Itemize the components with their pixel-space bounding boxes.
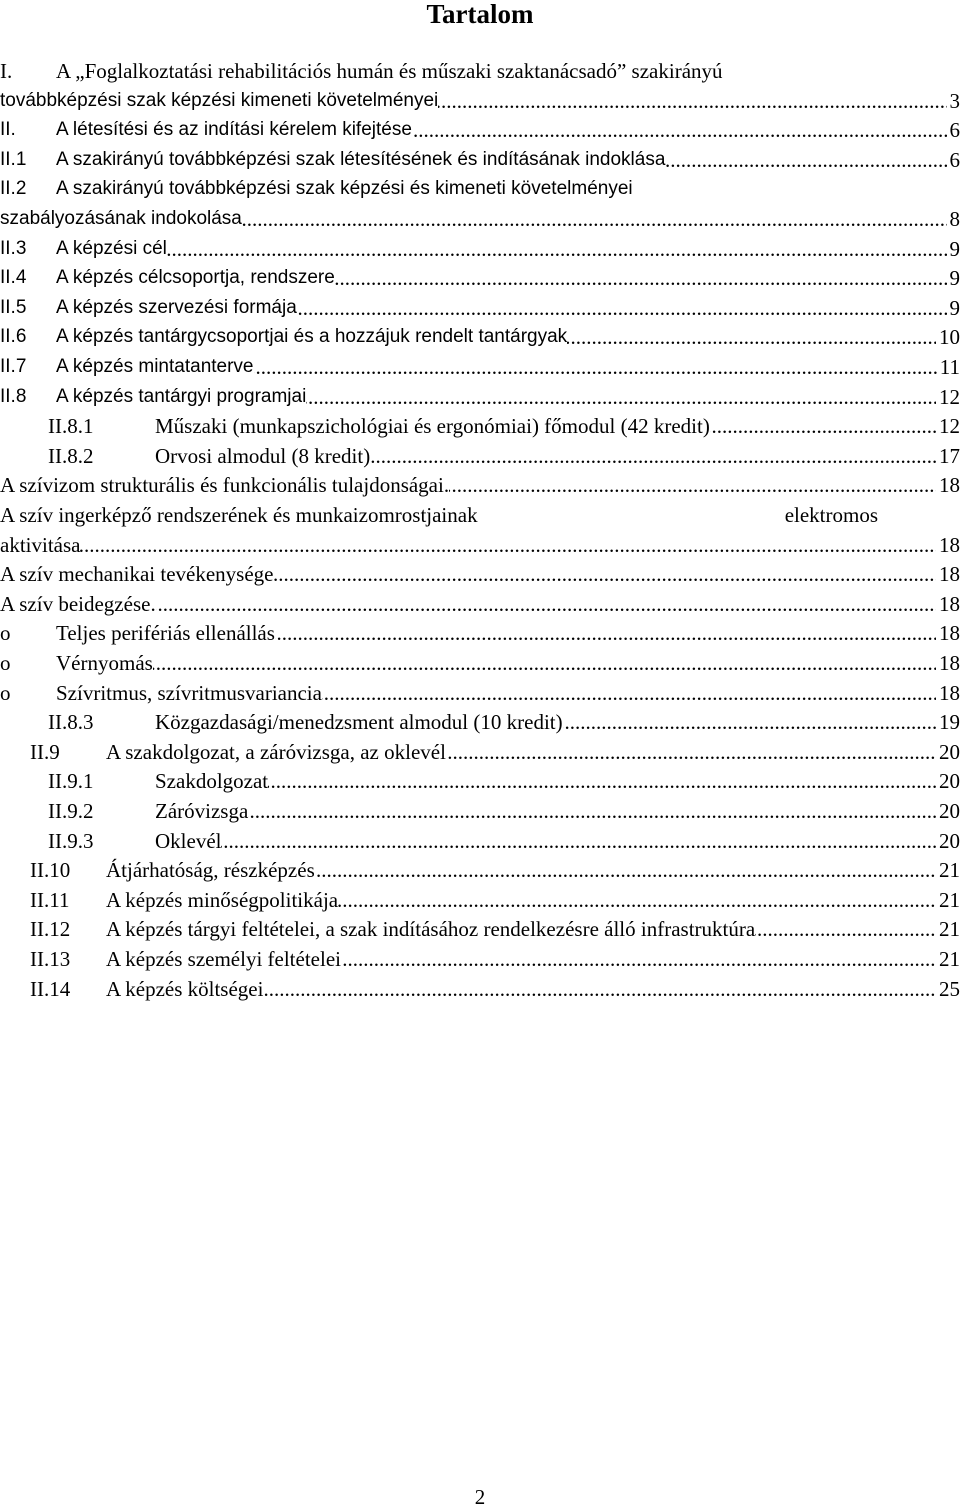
toc-entry[interactable]	[0, 737, 960, 767]
toc-entry[interactable]	[0, 826, 960, 856]
toc-entry-number: II.14	[30, 976, 71, 1001]
toc-entry[interactable]	[0, 145, 960, 175]
toc-entry-title: Közgazdasági/menedzsment almodul (10 kredit)	[155, 707, 563, 737]
toc-dot-leader	[56, 234, 947, 264]
toc-entry-title: A „Foglalkoztatási rehabilitációs humán és műszaki szaktanácsadó” szakirányú	[56, 56, 723, 86]
toc-entry-page: 20	[939, 769, 960, 794]
toc-entry-title: továbbképzési szak képzési kimeneti követelményei	[0, 86, 438, 116]
toc-entry-page: 12	[939, 384, 960, 409]
toc-entry[interactable]	[0, 352, 960, 382]
toc-dot-leader	[155, 826, 936, 856]
toc-entry-page: 19	[939, 710, 960, 735]
toc-entry-page: 11	[939, 355, 960, 379]
toc-entry[interactable]	[0, 589, 960, 619]
toc-entry-title: Vérnyomás	[56, 648, 153, 678]
toc-leader	[0, 530, 960, 560]
toc-entry[interactable]	[0, 441, 960, 471]
toc-entry-title: A szív beidegzése.	[0, 589, 156, 619]
toc-entry-page: 18	[939, 680, 960, 705]
toc-dot-leader	[56, 648, 936, 678]
toc-entry-number: o	[0, 680, 11, 705]
toc-entry-number: II.11	[30, 887, 70, 912]
toc-entry-title: A szívizom strukturális és funkcionális tulajdonságai.	[0, 470, 449, 500]
toc-entry[interactable]	[0, 648, 960, 678]
toc-entry-number: II.9.2	[48, 799, 94, 823]
toc-entry-page: 8	[949, 207, 960, 231]
toc-entry-number: II.5	[0, 296, 27, 318]
page-number: 2	[474, 1485, 486, 1509]
toc-entry[interactable]	[0, 500, 960, 530]
toc-entry-title: A szakirányú továbbképzési szak képzési és kimeneti követelményei	[56, 174, 633, 204]
toc-entry[interactable]	[0, 115, 960, 145]
toc-entry-title: A képzés tantárgycsoportjai és a hozzájuk rendelt tantárgyak	[56, 322, 567, 352]
toc-leader	[56, 234, 960, 264]
toc-entry-title: A képzés célcsoportja, rendszere	[56, 263, 335, 293]
toc-dot-leader	[155, 796, 936, 826]
toc-entry-page: 21	[939, 858, 960, 883]
toc-entry-number: II.8.3	[48, 710, 94, 735]
toc-entry-number: II.1	[0, 148, 27, 170]
toc-entry-number: II.9	[30, 739, 60, 764]
toc-entry-number: II.8	[0, 385, 27, 407]
toc-entry-number: II.7	[0, 356, 27, 377]
toc-entry-number: II.6	[0, 326, 27, 348]
toc-entry-number: II.8.1	[48, 414, 94, 439]
toc-entry-title: szabályozásának indokolása	[0, 204, 242, 234]
toc-entry-title: Szakdolgozat	[155, 766, 268, 796]
toc-entry-page: 3	[949, 88, 960, 113]
toc-entry[interactable]	[0, 86, 960, 116]
page-title: Tartalom	[426, 0, 534, 29]
toc-entry[interactable]	[0, 470, 960, 500]
toc-dot-leader	[0, 530, 936, 560]
toc-entry-number: II.9.1	[48, 769, 94, 794]
toc-entry-page: 20	[939, 828, 960, 853]
toc-entry-page: 20	[939, 739, 960, 764]
toc-entry[interactable]	[0, 322, 960, 352]
toc-leader	[155, 766, 960, 796]
toc-entry[interactable]	[0, 263, 960, 293]
toc-entry-page: 18	[939, 591, 960, 616]
toc-entry-page: 21	[939, 947, 960, 971]
toc-entry-page: 12	[939, 414, 960, 439]
toc-dot-leader	[155, 766, 936, 796]
toc-entry[interactable]	[0, 559, 960, 589]
toc-entry-title: aktivitása	[0, 530, 80, 560]
toc-entry-page: 18	[939, 473, 960, 498]
toc-entry-number: I.	[0, 59, 13, 83]
toc-entry-title: Orvosi almodul (8 kredit)	[155, 441, 370, 471]
toc-entry-title: A képzés költségei	[106, 974, 263, 1004]
toc-entry[interactable]	[0, 174, 960, 204]
toc-entry-page: 6	[949, 118, 960, 143]
toc-entry-number: II.2	[0, 178, 27, 200]
toc-entry-title: Teljes perifériás ellenállás	[56, 618, 275, 648]
toc-leader	[56, 648, 960, 678]
toc-leader	[155, 796, 960, 826]
toc-entry[interactable]	[0, 382, 960, 412]
toc-entry-title: A képzés tantárgyi programjai	[56, 382, 306, 412]
toc-entry-page: 25	[939, 976, 960, 1001]
toc-entry-page: 18	[939, 621, 960, 646]
toc-entry-number: II.12	[30, 917, 71, 942]
toc-entry[interactable]	[0, 234, 960, 264]
toc-entry-page: 17	[939, 443, 960, 468]
toc-entry[interactable]	[0, 204, 960, 234]
toc-entry-number: II.	[0, 119, 16, 141]
toc-entry-number: II.4	[0, 267, 27, 289]
toc-entry[interactable]	[0, 530, 960, 560]
toc-entry-number: II.3	[0, 237, 27, 259]
toc-entry-title: Oklevél	[155, 826, 221, 856]
toc-entry-page: 18	[939, 532, 960, 557]
toc-entry-title: A képzési cél	[56, 234, 167, 264]
toc-entry-title: Átjárhatóság, részképzés	[106, 855, 315, 885]
toc-entry-page: 9	[949, 295, 960, 320]
toc-entry-title: A képzés szervezési formája	[56, 293, 297, 323]
toc-entry-number: o	[0, 651, 11, 675]
toc-entry-title: Szívritmus, szívritmusvariancia	[56, 678, 322, 708]
toc-entry-number: II.10	[30, 858, 71, 883]
toc-entry-page: 10	[939, 325, 960, 350]
toc-entry[interactable]	[0, 293, 960, 323]
toc-entry-number: II.9.3	[48, 828, 94, 853]
toc-entry-title: Műszaki (munkapszichológiai és ergonómiai) főmodul (42 kredit)	[155, 411, 710, 441]
toc-entry[interactable]	[0, 855, 960, 885]
toc-entry-page: 9	[949, 236, 960, 261]
toc-entry-page: 21	[939, 887, 960, 912]
toc-entry[interactable]	[0, 885, 960, 915]
toc-entry-title: A szív ingerképző rendszerének és munkaizomrostjainak	[0, 500, 478, 530]
toc-entry-page: 9	[949, 266, 960, 291]
toc-entry-title: A képzés tárgyi feltételei, a szak indításához rendelkezésre álló infrastruktúra	[106, 914, 755, 944]
toc-entry[interactable]	[0, 944, 960, 974]
toc-entry-title: A létesítési és az indítási kérelem kifejtése	[56, 115, 412, 145]
toc-entry-title: A szakdolgozat, a záróvizsga, az oklevél	[106, 737, 446, 767]
toc-entry[interactable]	[0, 707, 960, 737]
toc-entry-number: II.8.2	[48, 443, 94, 468]
toc-entry-page: 20	[939, 799, 960, 823]
toc-entry-page: 18	[939, 562, 960, 587]
toc-entry-title: A képzés mintatanterve	[56, 352, 254, 382]
toc-entry-page: 6	[949, 147, 960, 172]
toc-entry[interactable]	[0, 914, 960, 944]
toc-entry-page: 21	[939, 917, 960, 942]
toc-entry[interactable]	[0, 678, 960, 708]
toc-entry[interactable]	[0, 56, 960, 86]
toc-entry-title: A szakirányú továbbképzési szak létesítésének és indításának indoklása	[56, 145, 665, 175]
toc-entry[interactable]	[0, 766, 960, 796]
toc-leader	[155, 826, 960, 856]
toc-entry-number: II.13	[30, 947, 71, 971]
toc-entry-title: A képzés személyi feltételei	[106, 944, 341, 974]
toc-entry-title: A képzés minőségpolitikája	[106, 885, 338, 915]
toc-entry-number: o	[0, 621, 11, 646]
toc-entry-title-end: elektromos	[784, 503, 878, 527]
toc-entry[interactable]	[0, 618, 960, 648]
toc-entry[interactable]	[0, 411, 960, 441]
toc-entry[interactable]	[0, 974, 960, 1004]
toc-entry[interactable]	[0, 796, 960, 826]
toc-entry-page: 18	[939, 651, 960, 675]
toc-entry-title: Záróvizsga	[155, 796, 248, 826]
toc-entry-title: A szív mechanikai tevékenysége	[0, 559, 273, 589]
